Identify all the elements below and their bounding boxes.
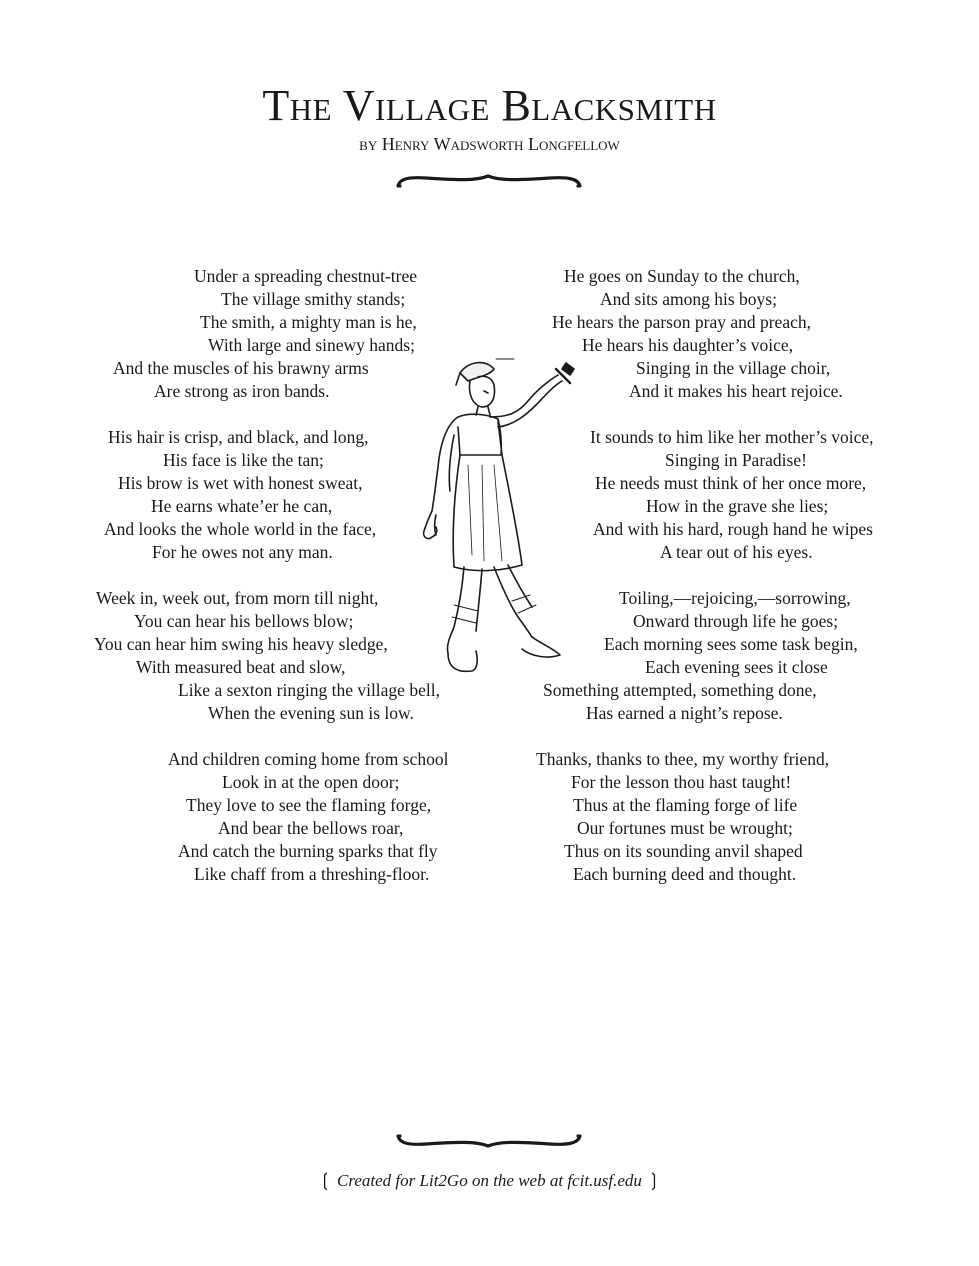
poem-line: He needs must think of her once more, bbox=[595, 473, 867, 493]
poem-line: You can hear him swing his heavy sledge, bbox=[94, 634, 388, 654]
poem-line: For the lesson thou hast taught! bbox=[571, 772, 792, 792]
poem-line: Each evening sees it close bbox=[645, 657, 828, 677]
blacksmith-figure-icon bbox=[398, 355, 590, 685]
poem-line: His face is like the tan; bbox=[163, 450, 324, 470]
poem-line: Onward through life he goes; bbox=[633, 611, 839, 631]
poem-line: And the muscles of his brawny arms bbox=[113, 358, 369, 378]
poem-line: When the evening sun is low. bbox=[208, 703, 414, 723]
poem-line: His brow is wet with honest sweat, bbox=[118, 473, 363, 493]
left-scroll-ornament-icon: ❲ bbox=[317, 1170, 333, 1190]
poem-line: Are strong as iron bands. bbox=[154, 381, 330, 401]
poem-line: And children coming home from school bbox=[168, 749, 449, 769]
poem-line: Under a spreading chestnut-tree bbox=[194, 266, 418, 286]
poem-line: The village smithy stands; bbox=[221, 289, 406, 309]
stanza bbox=[62, 748, 482, 886]
poem-line: He hears his daughter’s voice, bbox=[582, 335, 794, 355]
poem-line: Singing in Paradise! bbox=[665, 450, 807, 470]
poem-line: The smith, a mighty man is he, bbox=[200, 312, 417, 332]
poem-line: Something attempted, something done, bbox=[543, 680, 817, 700]
poem-line: He earns whate’er he can, bbox=[151, 496, 333, 516]
stanza bbox=[500, 748, 920, 886]
poem-line: A tear out of his eyes. bbox=[660, 542, 813, 562]
poem-line: Each morning sees some task begin, bbox=[604, 634, 858, 654]
poem-line: Like a sexton ringing the village bell, bbox=[178, 680, 440, 700]
footer-credit bbox=[0, 1168, 979, 1193]
flourish-divider-icon bbox=[396, 1130, 582, 1150]
poem-line: He hears the parson pray and preach, bbox=[552, 312, 811, 332]
poem-line: And sits among his boys; bbox=[600, 289, 777, 309]
poem-line: And with his hard, rough hand he wipes bbox=[593, 519, 873, 539]
poem-line: And bear the bellows roar, bbox=[218, 818, 404, 838]
poem-line: You can hear his bellows blow; bbox=[134, 611, 354, 631]
poem-line: Thus on its sounding anvil shaped bbox=[564, 841, 803, 861]
poem-line: Our fortunes must be wrought; bbox=[577, 818, 793, 838]
poem-line: Like chaff from a threshing-floor. bbox=[194, 864, 430, 884]
poem-line: And catch the burning sparks that fly bbox=[178, 841, 438, 861]
poem-line: His hair is crisp, and black, and long, bbox=[108, 427, 369, 447]
poem-line: They love to see the flaming forge, bbox=[186, 795, 432, 815]
poem-line: Toiling,—rejoicing,—sorrowing, bbox=[619, 588, 851, 608]
poem-line: With large and sinewy hands; bbox=[208, 335, 415, 355]
poem-title: The Village Blacksmith bbox=[262, 81, 717, 130]
poem-line: And looks the whole world in the face, bbox=[104, 519, 377, 539]
poem-line: Thus at the flaming forge of life bbox=[573, 795, 798, 815]
poem-line: Thanks, thanks to thee, my worthy friend, bbox=[536, 749, 830, 769]
poem-line: Week in, week out, from morn till night, bbox=[96, 588, 379, 608]
poem-line: With measured beat and slow, bbox=[136, 657, 346, 677]
poem-line: Singing in the village choir, bbox=[636, 358, 831, 378]
flourish-divider-icon bbox=[396, 172, 582, 192]
poem-line: Each burning deed and thought. bbox=[573, 864, 797, 884]
poem-line: He goes on Sunday to the church, bbox=[564, 266, 800, 286]
poem-line: And it makes his heart rejoice. bbox=[629, 381, 843, 401]
poem-line: Has earned a night’s repose. bbox=[586, 703, 783, 723]
footer-credit-text: Created for Lit2Go on the web at fcit.usf.edu bbox=[337, 1171, 642, 1190]
poem-line: How in the grave she lies; bbox=[646, 496, 829, 516]
poem-line: Look in at the open door; bbox=[222, 772, 400, 792]
poem-line: For he owes not any man. bbox=[152, 542, 333, 562]
right-scroll-ornament-icon: ❳ bbox=[646, 1170, 662, 1190]
author-byline: by Henry Wadsworth Longfellow bbox=[359, 134, 620, 154]
poem-line: It sounds to him like her mother’s voice, bbox=[590, 427, 874, 447]
